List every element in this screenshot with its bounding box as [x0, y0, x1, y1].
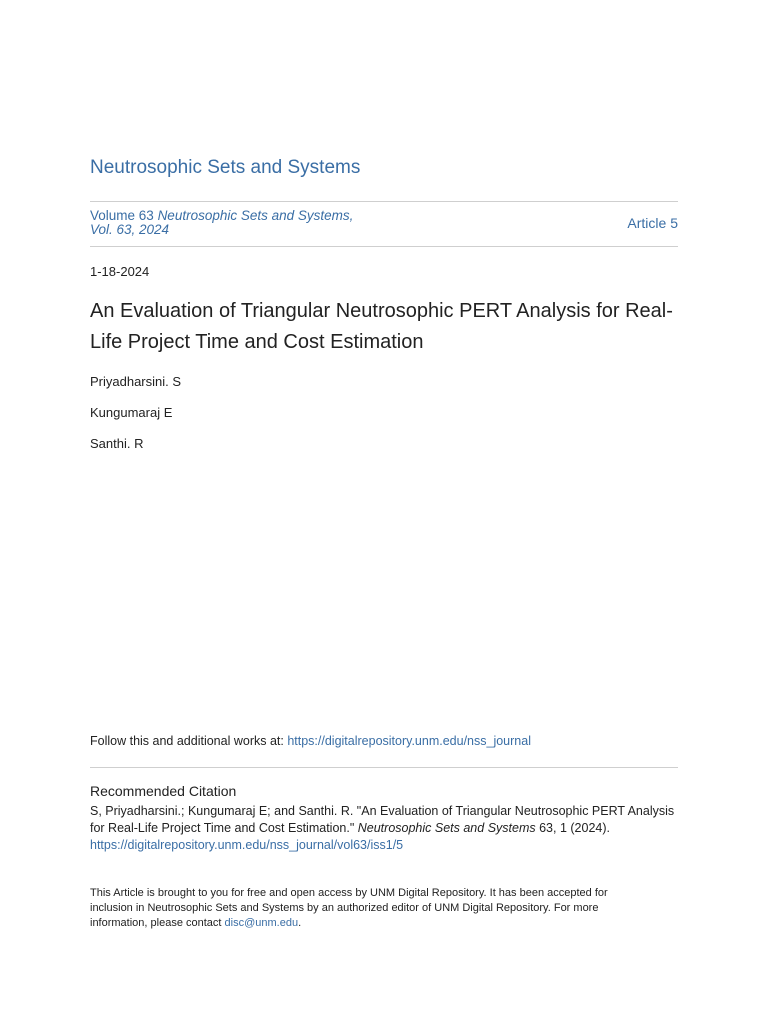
author-1: Priyadharsini. S [90, 374, 182, 389]
volume-row [90, 209, 678, 239]
divider-bottom [90, 246, 678, 247]
citation-journal: Neutrosophic Sets and Systems [357, 821, 536, 835]
article-title [90, 296, 678, 358]
author-3: Santhi. R [90, 436, 144, 451]
citation-url-link[interactable]: https://digitalrepository.unm.edu/nss_journal/vol63/iss1/5 [90, 838, 404, 852]
follow-url-link[interactable]: https://digitalrepository.unm.edu/nss_journal [287, 734, 531, 748]
divider-citation [90, 767, 678, 768]
publication-date: 1-18-2024 [90, 264, 150, 279]
access-note-text: This Article is brought to you for free and open access by UNM Digital Repository. It has been accepted for inclusion in Neutrosophic Sets and Systems by an authorized editor of UNM Digital Repository. For more information, please contact [90, 887, 608, 929]
citation-part1: S, Priyadharsini.; Kungumaraj E; and Santhi. R. "An Evaluation of Triangular Neutrosophic PERT Analysis for Real-Life Project Time and Cost Estimation." [90, 804, 675, 835]
article-title-line1: An Evaluation of Triangular Neutrosophic PERT Analysis for Real- [90, 300, 673, 322]
article-title-line2: Life Project Time and Cost Estimation [90, 331, 424, 353]
contact-email-link[interactable]: disc@unm.edu [224, 917, 299, 929]
volume-label[interactable]: Volume 63 [90, 208, 154, 223]
divider-top [90, 201, 678, 202]
follow-line [90, 734, 531, 748]
article-number-link[interactable]: Article 5 [627, 215, 678, 231]
follow-text: Follow this and additional works at: [90, 734, 288, 748]
volume-journal-italic[interactable]: Neutrosophic Sets and Systems, [157, 208, 354, 223]
volume-year-italic[interactable]: Vol. 63, 2024 [90, 222, 170, 237]
volume-info[interactable] [90, 209, 353, 237]
citation-text [90, 803, 678, 854]
citation-part2: 63, 1 (2024). [535, 821, 610, 835]
journal-title-link[interactable]: Neutrosophic Sets and Systems [90, 157, 361, 178]
author-2: Kungumaraj E [90, 405, 173, 420]
access-note [90, 886, 650, 931]
recommended-citation-heading: Recommended Citation [90, 783, 237, 799]
access-note-end: . [298, 917, 302, 929]
